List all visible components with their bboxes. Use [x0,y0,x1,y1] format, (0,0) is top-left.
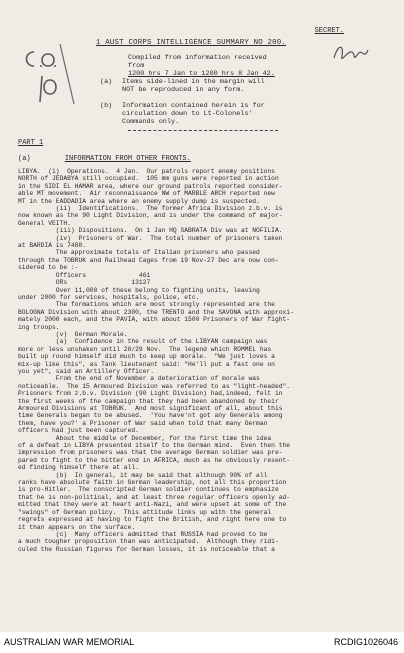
part-heading: PART 1 [18,139,44,147]
note-b [100,102,315,128]
footer-id: RCDIG1026046 [333,637,398,647]
section-label: (a) [18,155,31,163]
body-line: under 2000 for services, hospitals, police, etc. [18,293,200,301]
body-line: Officers 461 [18,271,151,279]
handwritten-mark [20,30,82,110]
body-line: the first weeks of the campaign that they had been abandoned by their [18,397,279,405]
body-line: now known as the 90 Light Division, and is under the command of major- [18,212,283,220]
body-line: NORTH of JEDABYA still occupied. 105 mm guns were reported in action [18,175,279,183]
body-line: "swings" of German policy. This attitude links up with the general [18,508,272,516]
body-line: ORs 13127 [18,279,151,287]
body-line: (a) Confidence in the result of the LIBYAN campaign was [18,338,268,346]
body-line: sidered to be :- [18,264,79,272]
body-line: mix-up like this", as Tank lieutenant said: "He'll put a fast one on [18,360,275,368]
body-line: at BARDIA is 7488. [18,242,87,250]
body-line: ing troops. [18,323,60,331]
body-line: ranks have absolute faith in German leadership, not all this proportion [18,479,287,487]
section-heading [18,156,191,163]
body-line: (iv) Prisoners of War. The total number of prisoners taken [18,234,283,242]
body-line: BOLOGNA Division with about 2300, the TRENTO and the SAVONA with approxi- [18,308,294,316]
body-line: Over 11,000 of these belong to fighting units, leaving [18,286,260,294]
divider [128,130,278,131]
body-line: mately 2000 each, and the PAVIA, with about 1500 Prisoners of War fight- [18,316,291,324]
body-line: culed the Russian figures for German losses, it is noticeable that a [18,545,275,553]
compiled-line-2: 1200 hrs 7 Jan to 1200 hrs 8 Jan 42. [128,70,275,78]
body-line: pared to fight to the bitter end in AFRICA, much as he obviously resent- [18,456,291,464]
body-line: time Generals began to be abused. 'You have'nt got any Generals among [18,412,283,420]
compiled-notice [128,54,278,78]
body-line: noticeable. The 15 Armoured Division was referred to as "light-headed". [18,382,291,390]
classification-label: SECRET. [314,27,344,35]
body-line: them, have you?' a Prisoner of War said when told that many German [18,419,268,427]
note-a [100,78,315,98]
body-line: built up round himself did much to keep up morale. "We just loves a [18,353,275,361]
body-line: that he is non-political, and at least three regular officers openly ad- [18,493,291,501]
section-title: INFORMATION FROM OTHER FRONTS. [64,155,191,163]
signature [330,40,370,68]
body-line: of a defeat in LIBYA presented itself to the German mind. Even then the [18,442,291,450]
body-line: General VEITH. [18,219,71,227]
body-line: officers had just been captured. [18,427,139,435]
body-line: (iii) Dispositions. On 1 Jan HQ SABRATA Div was at NOFILIA. [18,227,283,235]
footer-bar [0,632,404,653]
body-line: (ii) Identifications. The former Africa Division z.b.v. is [18,205,283,213]
body-line: (b) In general, it may be said that although 90% of all [18,471,268,479]
body-line: LIBYA. (i) Operations. 4 Jan. Our patrols report enemy positions [18,168,275,175]
body-line: in the SIDI EL HAMAR area, where our ground patrols reported consider- [18,182,283,190]
body-line: (v) German Morale. [18,330,128,338]
body-line: Prisoners from z.b.v. Division (90 Light Division) had,indeed, felt in [18,390,283,398]
body-line: Armoured Divisions at TOBRUK. And most significant of all, about this [18,405,283,412]
body-line: is pro-Hitler. The conscripted German soldier continues to emphasize [18,486,279,494]
body-line: MT in the EADDADIA area where an enemy supply dump is suspected. [18,197,260,205]
document-title: 1 AUST CORPS INTELLIGENCE SUMMARY NO 200. [96,39,287,47]
body-text [18,168,388,553]
body-line: From the end of November a deterioration of morale was [18,375,260,383]
body-line: ed finding himself there at all. [18,464,139,472]
footer-source: AUSTRALIAN WAR MEMORIAL [4,637,135,647]
body-line: The formations which are most strongly represented are the [18,301,275,309]
body-line: able MT movement. Air reconnaissance NW of MARBLE ARCH reported new [18,190,275,198]
body-line: more or less unshaken until 28/29 Nov. The legend which ROMMEL has [18,345,272,353]
compiled-line-1: Compiled from information received from [128,54,267,70]
body-line: you yet", said an Artillery Officer. [18,367,155,375]
note-b-text: Information contained herein is for circulation down to Lt-Colonels' Commands only. [122,102,265,126]
body-line: it than appears on the surface. [18,523,136,531]
body-line: About the middle of December, for the first time the idea [18,434,272,442]
body-line: impression from prisoners was that the average German soldier was pre- [18,449,283,457]
body-line: mitted that they were at heart anti-Nazi, and were upset at some of the [18,501,287,509]
body-line: regrets expressed at having to fight the British, and right here one to [18,516,287,524]
body-line: a much tougher proposition than was anticipated. Although they ridi- [18,538,279,546]
body-line: through the TOBRUK and Railhead Cages from 19 Nov-27 Dec are now con- [18,256,279,264]
note-a-label: (a) [100,78,113,86]
note-b-label: (b) [100,102,113,110]
body-line: (c) Many officers admitted that RUSSIA had proved to be [18,530,268,538]
note-a-text: Items side-lined in the margin will NOT be reproduced in any form. [122,78,265,94]
body-line: The approximate totals of Italian prisoners who passed [18,249,260,257]
